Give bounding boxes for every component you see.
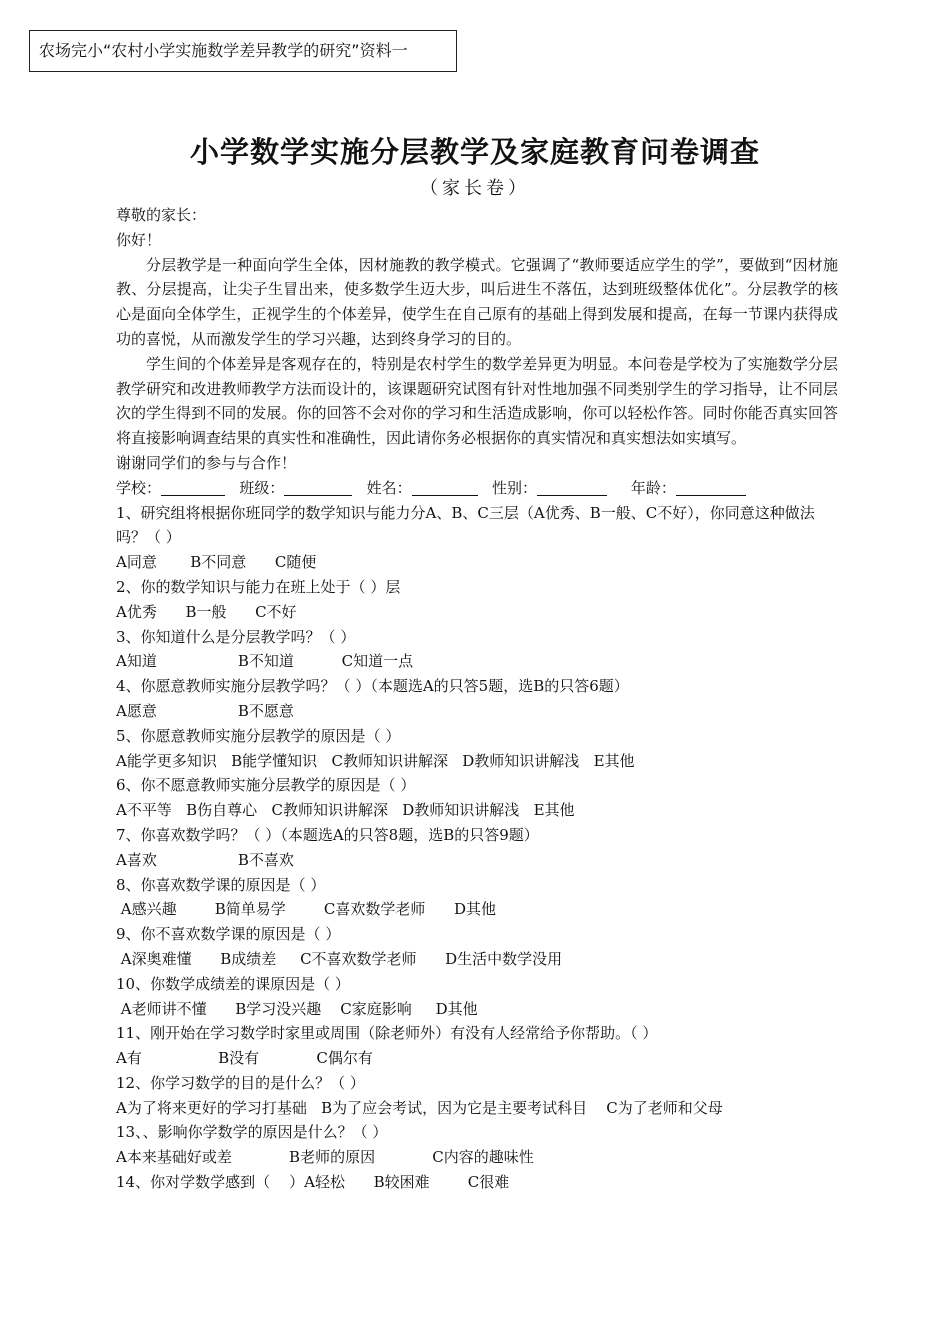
question-options: A深奥难懂 B成绩差 C不喜欢数学老师 D生活中数学没用: [116, 949, 563, 968]
question-text: 4、你愿意教师实施分层教学吗？（ ）（本题选A的只答5题，选B的只答6题）: [116, 677, 629, 696]
question-text: 7、你喜欢数学吗？（ ）（本题选A的只答8题，选B的只答9题）: [116, 825, 539, 844]
question-options: A不平等 B伤自尊心 C教师知识讲解深 D教师知识讲解浅 E其他: [116, 801, 575, 820]
question-text: 10、你数学成绩差的课原因是（ ）: [116, 974, 350, 993]
greeting: 尊敬的家长：: [116, 206, 207, 224]
question-text: 13、、影响你学数学的原因是什么？（ ）: [116, 1123, 388, 1142]
question-options: A老师讲不懂 B学习没兴趣 C家庭影响 D其他: [116, 999, 478, 1018]
question-text: 6、你不愿意教师实施分层教学的原因是（ ）: [116, 776, 416, 795]
question-text: 2、你的数学知识与能力在班上处于（ ）层: [116, 577, 401, 596]
question-options: A优秀 B一般 C不好: [116, 602, 297, 621]
question-text: 1、研究组将根据你班同学的数学知识与能力分A、B、C三层（A优秀、B一般、C不好），你同意这种做法吗？（ ）: [116, 503, 815, 547]
page-title: 小学数学实施分层教学及家庭教育问卷调查: [189, 135, 760, 169]
question-options: A本来基础好或差 B老师的原因 C内容的趣味性: [116, 1148, 534, 1167]
question-options: A有 B没有 C偶尔有: [116, 1049, 373, 1068]
document-header-box: 农场完小“农村小学实施数学差异教学的研究”资料一: [29, 30, 457, 72]
question-options: A感兴趣 B简单易学 C喜欢数学老师 D其他: [116, 900, 497, 919]
gender-blank[interactable]: [537, 479, 607, 496]
school-blank[interactable]: [161, 479, 225, 496]
question-options: A喜欢 B不喜欢: [116, 850, 294, 869]
age-blank[interactable]: [676, 479, 746, 496]
question-text: 3、你知道什么是分层教学吗？（ ）: [116, 627, 356, 646]
intro-paragraph-1: 分层教学是一种面向学生全体，因材施教的教学模式。它强调了“教师要适应学生的学”，要做到“因材施教、分层提高，让尖子生冒出来，使多数学生迈大步，叫后进生不落伍，达到班级整体优化”。分层教学的核心是面向全体学生，正视学生的个体差异，使学生在自己原有的基础上得到发展和提高，在每一节课内获得成功的喜悦，从而激发学生的学习兴趣，达到终身学习的目的。: [116, 255, 838, 348]
name-label: 姓名：: [366, 478, 412, 497]
hello: 你好！: [116, 230, 162, 249]
question-text: 14、你对学数学感到（ ）A轻松 B较困难 C很难: [116, 1173, 510, 1192]
question-options: A能学更多知识 B能学懂知识 C教师知识讲解深 D教师知识讲解浅 E其他: [116, 751, 635, 770]
question-options: A同意 B不同意 C随便: [116, 553, 317, 572]
question-text: 8、你喜欢数学课的原因是（ ）: [116, 875, 326, 894]
question-text: 11、刚开始在学习数学时家里或周围（除老师外）有没有人经常给予你帮助。（ ）: [116, 1024, 658, 1043]
question-options: A为了将来更好的学习打基础 B为了应会考试，因为它是主要考试科目 C为了老师和父母: [116, 1098, 723, 1117]
question-text: 12、你学习数学的目的是什么？（ ）: [116, 1073, 365, 1092]
age-label: 年龄：: [630, 478, 676, 497]
intro-paragraph-2: 学生间的个体差异是客观存在的，特别是农村学生的数学差异更为明显。本问卷是学校为了实施数学分层教学研究和改进教师教学方法而设计的，该课题研究试图有针对性地加强不同类别学生的学习指导，让不同层次的学生得到不同的发展。你的回答不会对你的学习和生活造成影响，你可以轻松作答。同时你能否真实回答将直接影响调查结果的真实性和准确性，因此请你务必根据你的真实情况和真实想法如实填写。: [116, 354, 838, 448]
thanks-line: 谢谢同学们的参与与合作！: [116, 453, 297, 472]
question-options: A知道 B不知道 C知道一点: [116, 652, 414, 671]
question-options: A愿意 B不愿意: [116, 701, 294, 720]
page-subtitle: （家长卷）: [420, 178, 530, 199]
questionnaire-body: [116, 203, 838, 1195]
school-label: 学校：: [116, 478, 162, 497]
question-list: [116, 501, 838, 1195]
gender-label: 性别：: [491, 478, 537, 497]
class-blank[interactable]: [284, 479, 352, 496]
info-form-line: [116, 476, 838, 501]
question-text: 9、你不喜欢数学课的原因是（ ）: [116, 925, 341, 944]
name-blank[interactable]: [412, 479, 478, 496]
class-label: 班级：: [239, 478, 285, 497]
question-text: 5、你愿意教师实施分层教学的原因是（ ）: [116, 726, 401, 745]
